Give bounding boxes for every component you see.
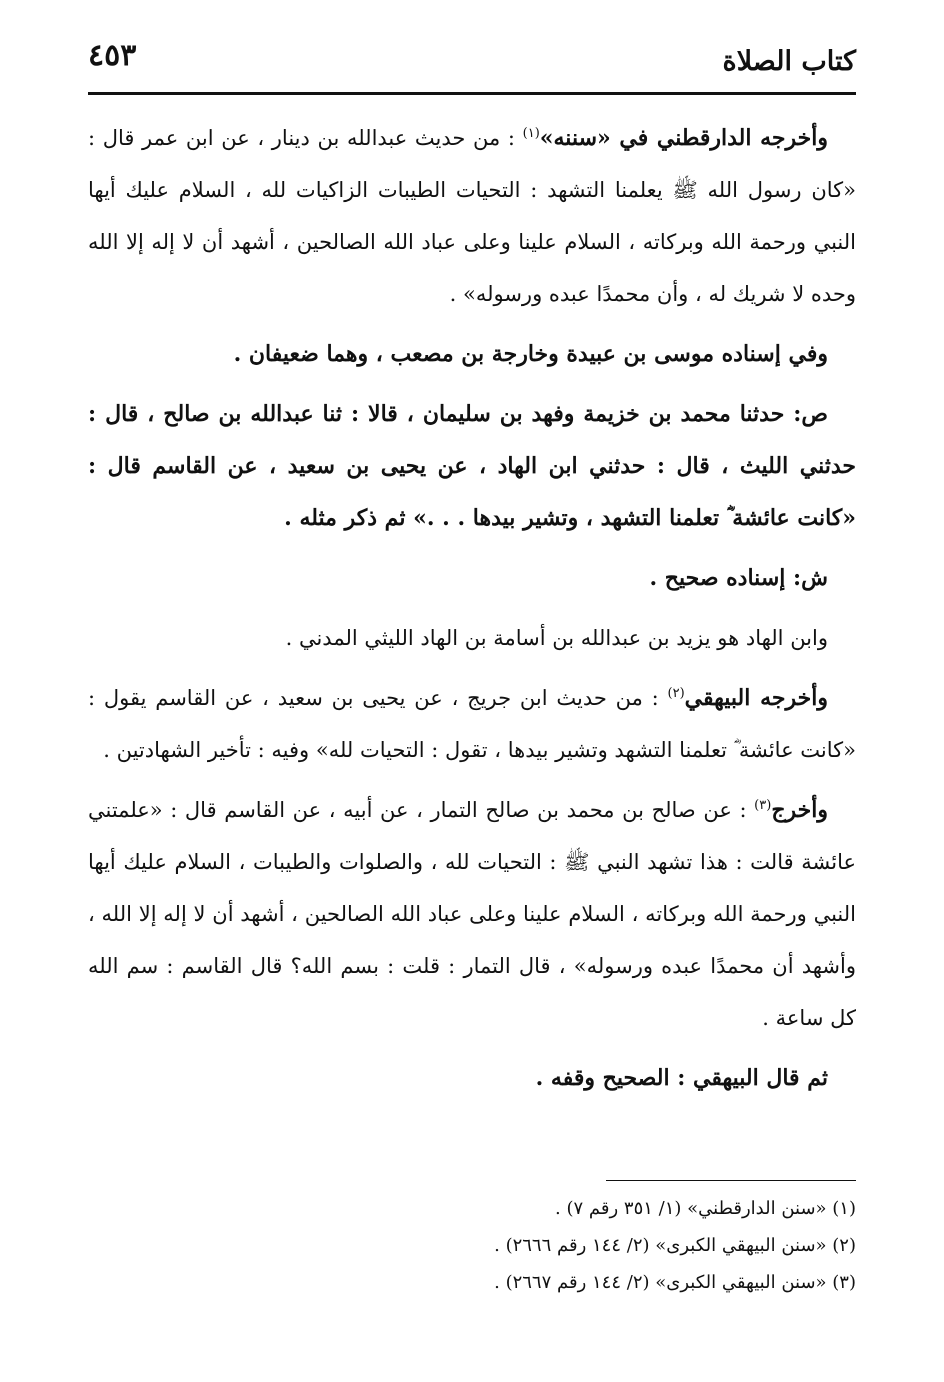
footnote-1: (١) «سنن الدارقطني» (١/ ٣٥١ رقم ٧) . <box>555 1198 856 1219</box>
footnote-2: (٢) «سنن البيهقي الكبرى» (٢/ ١٤٤ رقم ٢٦٦٦) . <box>494 1235 856 1256</box>
page-number: ٤٥٣ <box>88 38 137 73</box>
paragraph-lead: وأخرجه الدارقطني في «سننه» <box>539 125 828 151</box>
paragraph-ibn-alhad: وابن الهاد هو يزيد بن عبدالله بن أسامة بن الهاد الليثي المدني . <box>285 626 828 650</box>
paragraph-text: : عن صالح بن محمد بن صالح التمار ، عن أبيه ، عن القاسم قال : «علمتني عائشة قالت : هذا تشهد النبي ﷺ : التحيات لله ، والصلوات والطيبات ، السلام عليك أيها النبي ورحمة الله وبركاته ، السلام علينا وعلى عباد الله الصالحين ، أشهد أن لا إله إلا الله ، وأشهد أن محمدًا عبده ورسوله» ، قال التمار : قلت : بسم الله؟ قال القاسم : سم الله كل ساعة . <box>88 798 856 1030</box>
footnote-marker: (٢) <box>667 686 685 701</box>
footnote-marker: (٣) <box>754 798 772 813</box>
main-text <box>88 112 856 1112</box>
paragraph-sharh: ش: إسناده صحيح . <box>649 565 828 591</box>
page-header <box>88 34 856 95</box>
paragraph-isnad-weak: وفي إسناده موسى بن عبيدة وخارجة بن مصعب ، وهما ضعيفان . <box>233 341 828 367</box>
footnote-divider <box>606 1180 856 1181</box>
paragraph-text: : من حديث ابن جريج ، عن يحيى بن سعيد ، عن القاسم يقول : «كانت عائشة ؓ تعلمنا التشهد وتشير بيدها ، تقول : التحيات لله» وفيه : تأخير الشهادتين . <box>88 686 856 762</box>
paragraph-lead: وأخرج <box>771 797 828 823</box>
paragraph-bayhaqi <box>88 672 856 776</box>
paragraph-lead: وأخرجه البيهقي <box>684 685 828 711</box>
paragraph-bayhaqi-conclusion: ثم قال البيهقي : الصحيح وقفه . <box>535 1065 828 1091</box>
paragraph-sad-hadith: ص: حدثنا محمد بن خزيمة وفهد بن سليمان ، قالا : ثنا عبدالله بن صالح ، قال : حدثني الليث ، قال : حدثني ابن الهاد ، عن يحيى بن سعيد ، عن القاسم قال : «كانت عائشة ؓ تعلمنا التشهد ، وتشير بيدها . . .» ثم ذكر مثله . <box>88 401 856 531</box>
chapter-title: كتاب الصلاة <box>722 46 856 77</box>
footnote-3: (٣) «سنن البيهقي الكبرى» (٢/ ١٤٤ رقم ٢٦٦٧) . <box>494 1272 856 1293</box>
paragraph-tammar <box>88 784 856 1044</box>
footnotes <box>88 1190 856 1301</box>
footnote-marker: (١) <box>522 126 540 141</box>
paragraph-text: : من حديث عبدالله بن دينار ، عن ابن عمر قال : «كان رسول الله ﷺ يعلمنا التشهد : التحيات الطيبات الزاكيات لله ، السلام عليك أيها النبي ورحمة الله وبركاته ، السلام علينا وعلى عباد الله الصالحين ، أشهد أن لا إله إلا الله وحده لا شريك له ، وأن محمدًا عبده ورسوله» . <box>88 126 856 306</box>
paragraph-daraqutni <box>88 112 856 320</box>
